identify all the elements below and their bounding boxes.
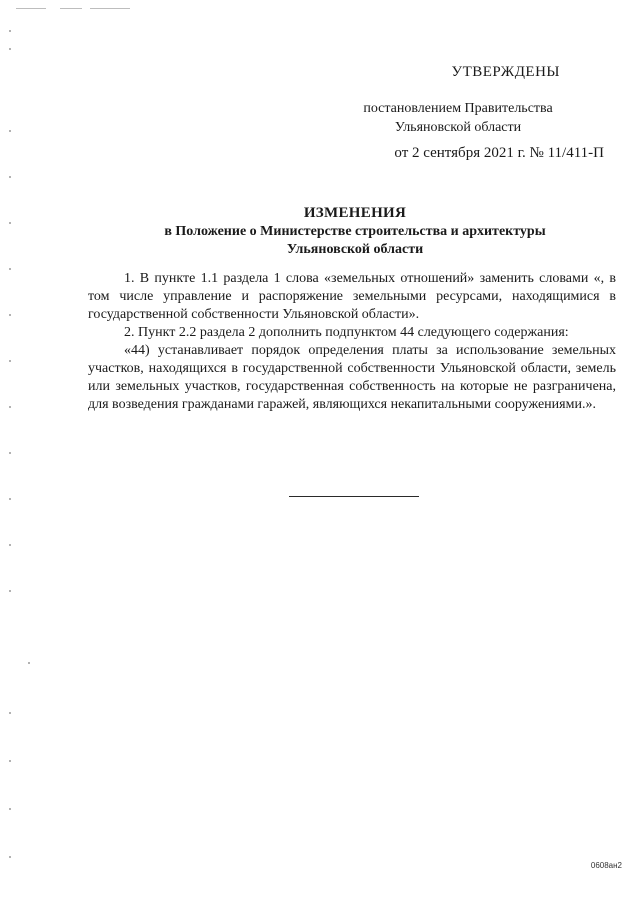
- scan-artifact: [9, 176, 11, 178]
- scan-artifact: [9, 130, 11, 132]
- scan-artifact: [9, 856, 11, 858]
- scan-artifact: [90, 8, 130, 9]
- scan-artifact: [9, 712, 11, 714]
- body-paragraph: 1. В пункте 1.1 раздела 1 слова «земельных отношений» заменить словами «, в том числе управление и распоряжение земельными ресурсами, находящимися в государственной собственности Ульяновской области».: [88, 271, 616, 322]
- scan-artifact: [9, 452, 11, 454]
- document-title: [80, 203, 630, 259]
- approved-by-line: Ульяновской области: [394, 120, 522, 135]
- title-subtitle-line: в Положение о Министерстве строительства и архитектуры: [164, 224, 546, 239]
- body-paragraph: «44) устанавливает порядок определения платы за использование земельных участков, находящихся в государственной собственности Ульяновской области, земель или земельных участков, государственная собственность на которые не разграничена, для возведения гражданами гаражей, являющихся некапитальными сооружениями.».: [88, 343, 616, 412]
- title-subtitle-line: Ульяновской области: [286, 242, 424, 257]
- scan-artifact: [16, 8, 46, 9]
- body-paragraph: 2. Пункт 2.2 раздела 2 дополнить подпунктом 44 следующего содержания:: [124, 325, 569, 340]
- scan-artifact: [9, 590, 11, 592]
- approved-label: УТВЕРЖДЕНЫ: [451, 64, 560, 80]
- end-of-text-rule: [289, 496, 419, 497]
- approved-by-block: [338, 99, 578, 137]
- scan-artifact: [9, 760, 11, 762]
- scan-artifact: [9, 360, 11, 362]
- scan-artifact: [9, 498, 11, 500]
- scan-artifact: [9, 314, 11, 316]
- document-code: 0608ан2: [590, 861, 622, 870]
- approved-by-line: постановлением Правительства: [363, 101, 553, 116]
- decree-date-number: от 2 сентября 2021 г. № 11/411-П: [394, 145, 604, 161]
- scan-artifact: [9, 268, 11, 270]
- scan-artifact: [9, 48, 11, 50]
- scan-artifact: [9, 222, 11, 224]
- scan-artifact: [9, 30, 11, 32]
- scan-artifact: [28, 662, 30, 664]
- scan-artifact: [9, 808, 11, 810]
- title-main: ИЗМЕНЕНИЯ: [303, 205, 407, 221]
- scan-artifact: [9, 544, 11, 546]
- scan-artifact: [9, 406, 11, 408]
- scan-artifact: [60, 8, 82, 9]
- document-body: [88, 270, 616, 414]
